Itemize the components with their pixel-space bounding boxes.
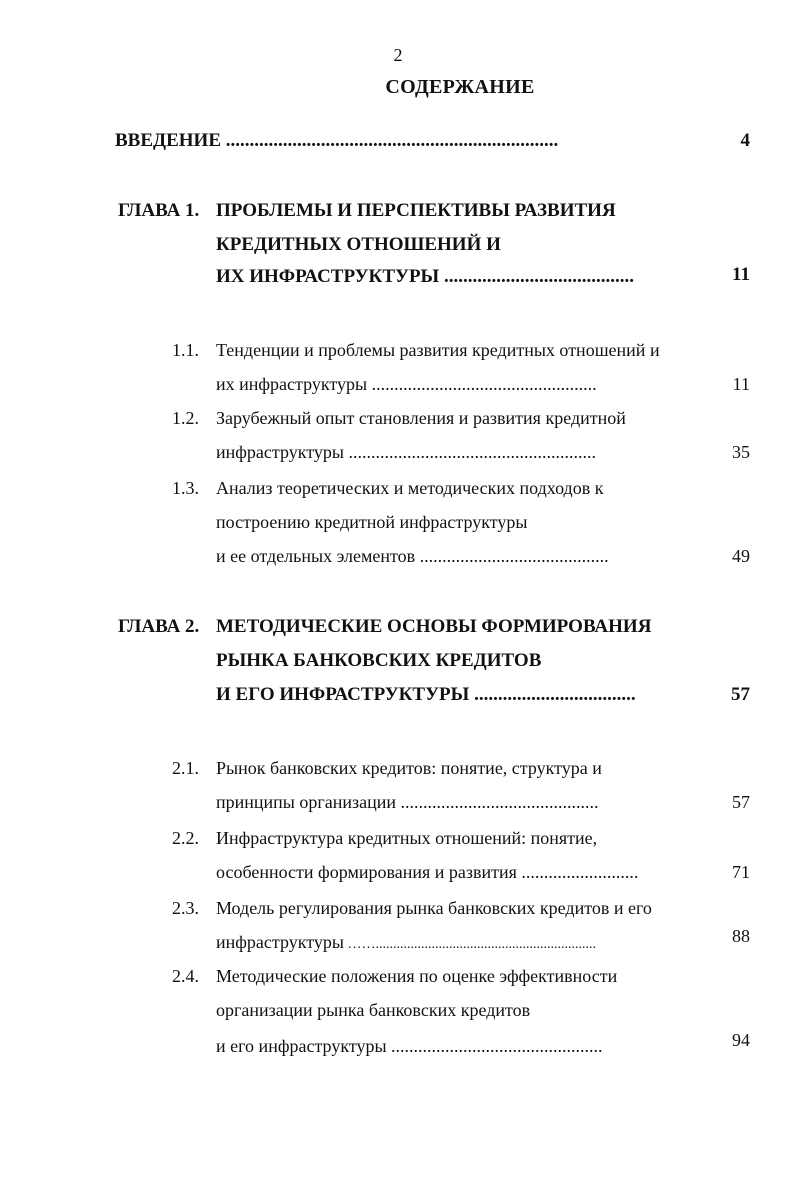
section-page: 11 bbox=[732, 374, 750, 394]
toc-leader-dots: ............................................ bbox=[396, 792, 599, 812]
chapter-title-line: КРЕДИТНЫХ ОТНОШЕНИЙ И bbox=[216, 234, 501, 255]
toc-intro-page: 4 bbox=[740, 130, 750, 151]
toc-intro-label: ВВЕДЕНИЕ bbox=[115, 130, 221, 151]
section-title-line: инфраструктуры bbox=[216, 442, 344, 462]
section-title-line: Анализ теоретических и методических подходов к bbox=[216, 478, 604, 498]
chapter-title-line: ПРОБЛЕМЫ И ПЕРСПЕКТИВЫ РАЗВИТИЯ bbox=[216, 200, 616, 221]
chapter-title-line: ИХ ИНФРАСТРУКТУРЫ bbox=[216, 266, 440, 287]
chapter-number: ГЛАВА 1. bbox=[118, 200, 200, 221]
chapter-number: ГЛАВА 2. bbox=[118, 616, 200, 637]
chapter-title-line: РЫНКА БАНКОВСКИХ КРЕДИТОВ bbox=[216, 650, 542, 671]
section-page: 88 bbox=[732, 926, 750, 946]
section-page: 49 bbox=[732, 546, 750, 566]
toc-leader-dots: .......................................... bbox=[415, 546, 609, 566]
section-number: 2.4. bbox=[172, 966, 199, 986]
section-number: 1.1. bbox=[172, 340, 199, 360]
section-title-line: построению кредитной инфраструктуры bbox=[216, 512, 528, 532]
section-title-line: особенности формирования и развития bbox=[216, 862, 517, 882]
toc-leader-dots: ....................................................... bbox=[344, 442, 596, 462]
page-number: 2 bbox=[393, 45, 403, 65]
section-title-line: Инфраструктура кредитных отношений: понятие, bbox=[216, 828, 598, 848]
chapter-page: 11 bbox=[732, 264, 750, 285]
section-page: 57 bbox=[732, 792, 750, 812]
toc-leader-dots: ...................................................................... bbox=[221, 130, 559, 151]
toc-leader-dots: .................................. bbox=[469, 684, 636, 705]
section-title-line: Методические положения по оценке эффективности bbox=[216, 966, 618, 986]
section-title-line: инфраструктуры bbox=[216, 932, 344, 952]
section-title-line: и ее отдельных элементов bbox=[216, 546, 416, 566]
toc-leader-dots: ............................................... bbox=[386, 1036, 603, 1056]
toc-leader-dots: .......................... bbox=[516, 862, 639, 882]
section-title-line: организации рынка банковских кредитов bbox=[216, 1000, 531, 1020]
section-page: 94 bbox=[732, 1030, 750, 1050]
section-title-line: Тенденции и проблемы развития кредитных отношений и bbox=[216, 340, 660, 360]
section-title-line: Зарубежный опыт становления и развития кредитной bbox=[216, 408, 626, 428]
section-title-line: принципы организации bbox=[216, 792, 397, 812]
section-number: 2.2. bbox=[172, 828, 199, 848]
section-number: 2.3. bbox=[172, 898, 199, 918]
toc-leader-dots: .................................................. bbox=[367, 374, 597, 394]
section-title-line: и его инфраструктуры bbox=[216, 1036, 387, 1056]
section-title-line: их инфраструктуры bbox=[216, 374, 368, 394]
section-title-line: Модель регулирования рынка банковских кредитов и его bbox=[216, 898, 652, 918]
section-page: 71 bbox=[732, 862, 750, 882]
chapter-page: 57 bbox=[731, 684, 750, 705]
chapter-title-line: МЕТОДИЧЕСКИЕ ОСНОВЫ ФОРМИРОВАНИЯ bbox=[216, 616, 652, 637]
toc-leader-dots: ……............................................................... bbox=[344, 937, 596, 952]
section-number: 1.2. bbox=[172, 408, 199, 428]
toc-leader-dots: ........................................ bbox=[439, 266, 634, 287]
section-number: 1.3. bbox=[172, 478, 199, 498]
page-title: СОДЕРЖАНИЕ bbox=[385, 76, 535, 98]
chapter-title-line: И ЕГО ИНФРАСТРУКТУРЫ bbox=[216, 684, 470, 705]
section-number: 2.1. bbox=[172, 758, 199, 778]
section-title-line: Рынок банковских кредитов: понятие, структура и bbox=[216, 758, 602, 778]
section-page: 35 bbox=[732, 442, 750, 462]
